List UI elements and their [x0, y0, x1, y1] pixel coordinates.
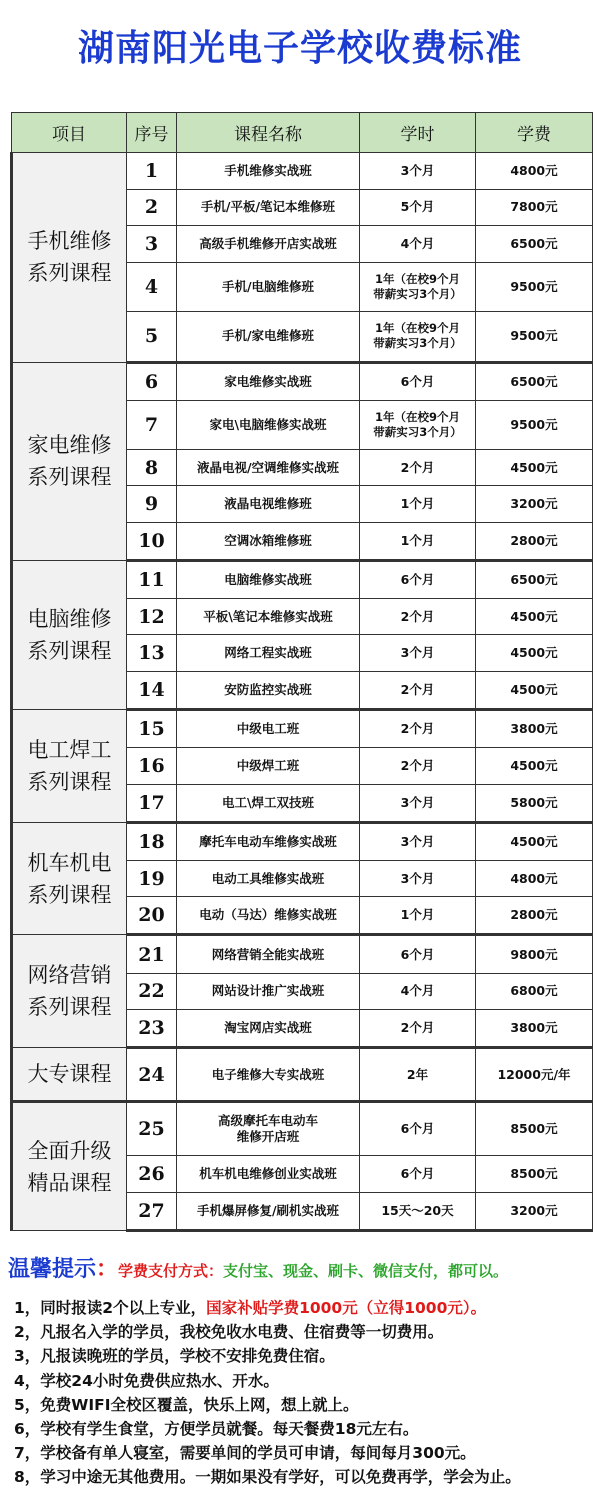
course-duration-text: 3个月	[400, 833, 435, 849]
course-name-text: 高级手机维修开店实战班	[199, 235, 337, 251]
course-name	[177, 1048, 360, 1102]
course-fee: 6500元	[476, 226, 593, 263]
course-fee: 4500元	[476, 449, 593, 486]
course-name	[177, 860, 360, 897]
category-label: 大专课程	[27, 1062, 112, 1087]
course-number: 12	[127, 598, 177, 635]
table-row	[12, 153, 593, 190]
course-duration-text: 6个月	[400, 1121, 435, 1137]
course-name	[177, 748, 360, 785]
fee-table	[10, 112, 593, 1232]
course-name	[177, 449, 360, 486]
course-fee: 9800元	[476, 935, 593, 973]
note-text: 1，同时报读2个以上专业，	[14, 1299, 207, 1317]
course-fee: 3800元	[476, 1010, 593, 1048]
course-name-text: 中级焊工班	[236, 757, 300, 773]
course-duration	[360, 449, 476, 486]
course-fee: 5800元	[476, 784, 593, 822]
course-number: 21	[127, 935, 177, 973]
note-item	[14, 1320, 598, 1344]
course-duration	[360, 598, 476, 635]
course-name-text: 平板\笔记本维修实战班	[203, 608, 333, 624]
header-duration: 学时	[360, 113, 476, 153]
course-duration-text: 15天～20天	[381, 1202, 454, 1218]
course-name	[177, 1156, 360, 1193]
course-fee: 12000元/年	[476, 1048, 593, 1102]
header-project: 项目	[12, 113, 127, 153]
course-name-text: 网络营销全能实战班	[211, 946, 325, 962]
category-cell	[12, 153, 127, 363]
course-duration-text: 2个月	[400, 459, 435, 475]
note-text: 4，学校24小时免费供应热水、开水。	[14, 1371, 279, 1390]
course-number: 2	[127, 189, 177, 226]
course-number: 4	[127, 262, 177, 311]
course-duration	[360, 1156, 476, 1193]
course-name	[177, 362, 360, 400]
course-number: 6	[127, 362, 177, 400]
course-fee: 2800元	[476, 522, 593, 560]
note-item	[14, 1393, 598, 1417]
course-fee: 2800元	[476, 897, 593, 935]
table-row	[12, 362, 593, 400]
payment-label: 学费支付方式：	[118, 1262, 224, 1280]
course-duration-text: 1年（在校9个月 带薪实习3个月）	[373, 271, 462, 301]
course-fee: 6800元	[476, 973, 593, 1010]
category-label: 电工焊工 系列课程	[27, 737, 112, 794]
course-number: 13	[127, 635, 177, 672]
course-duration	[360, 1102, 476, 1156]
course-number: 3	[127, 226, 177, 263]
course-name-text: 机车机电维修创业实战班	[199, 1165, 337, 1181]
course-duration	[360, 897, 476, 935]
course-duration-text: 2个月	[400, 721, 435, 737]
notes-list	[14, 1296, 598, 1490]
course-name	[177, 671, 360, 709]
header-course-name: 课程名称	[177, 113, 360, 153]
course-name-text: 手机/平板/笔记本维修班	[200, 199, 336, 215]
course-duration	[360, 362, 476, 400]
note-item	[14, 1441, 598, 1465]
course-name-text: 液晶电视维修班	[224, 496, 312, 512]
category-cell	[12, 935, 127, 1048]
category-cell	[12, 710, 127, 823]
course-duration	[360, 226, 476, 263]
course-duration-text: 1个月	[400, 496, 435, 512]
course-name-text: 网络工程实战班	[224, 645, 312, 661]
course-duration-text: 6个月	[400, 373, 435, 389]
course-fee: 9500元	[476, 311, 593, 362]
course-name	[177, 598, 360, 635]
table-body	[12, 153, 593, 1231]
course-number: 9	[127, 486, 177, 523]
course-name	[177, 189, 360, 226]
category-cell	[12, 362, 127, 560]
course-name-text: 手机/家电维修班	[221, 328, 315, 344]
category-cell	[12, 822, 127, 935]
category-label: 家电维修 系列课程	[27, 433, 112, 490]
tips-colon: ：	[96, 1257, 119, 1282]
page-title: 湖南阳光电子学校收费标准	[77, 28, 522, 69]
course-name-text: 电脑维修实战班	[224, 571, 312, 587]
course-name	[177, 560, 360, 598]
course-number: 20	[127, 897, 177, 935]
category-label: 手机维修 系列课程	[27, 229, 112, 286]
course-name	[177, 311, 360, 362]
course-name-text: 家电\电脑维修实战班	[209, 416, 327, 432]
category-label: 网络营销 系列课程	[27, 963, 112, 1020]
course-name	[177, 635, 360, 672]
course-name-text: 电动工具维修实战班	[211, 870, 325, 886]
course-fee: 4500元	[476, 671, 593, 709]
table-row	[12, 1102, 593, 1156]
course-name	[177, 784, 360, 822]
course-name	[177, 710, 360, 748]
course-number: 10	[127, 522, 177, 560]
course-name	[177, 897, 360, 935]
course-duration	[360, 1192, 476, 1230]
course-number: 25	[127, 1102, 177, 1156]
course-number: 14	[127, 671, 177, 709]
course-name-text: 家电维修实战班	[224, 373, 312, 389]
category-label: 电脑维修 系列课程	[27, 606, 112, 663]
course-duration	[360, 262, 476, 311]
course-name-text: 液晶电视/空调维修实战班	[196, 459, 340, 475]
category-label: 机车机电 系列课程	[27, 850, 112, 907]
course-fee: 8500元	[476, 1156, 593, 1193]
course-number: 26	[127, 1156, 177, 1193]
course-duration	[360, 822, 476, 860]
header-number: 序号	[127, 113, 177, 153]
course-duration-text: 6个月	[400, 946, 435, 962]
course-name-text: 电工\焊工双技班	[221, 794, 315, 810]
course-fee: 6500元	[476, 362, 593, 400]
course-name-text: 摩托车电动车维修实战班	[199, 833, 337, 849]
note-highlight: 国家补贴学费1000元（立得1000元）。	[206, 1299, 487, 1317]
course-name	[177, 1102, 360, 1156]
course-duration-text: 2个月	[400, 757, 435, 773]
course-duration-text: 3个月	[400, 162, 435, 178]
note-text: 8，学习中途无其他费用。一期如果没有学好，可以免费再学，学会为止。	[14, 1468, 521, 1487]
course-name	[177, 822, 360, 860]
table-row	[12, 710, 593, 748]
course-duration-text: 2年	[406, 1066, 429, 1082]
course-duration-text: 6个月	[400, 1165, 435, 1181]
note-text: 6，学校有学生食堂，方便学员就餐。每天餐费18元左右。	[14, 1419, 419, 1438]
course-name-text: 手机维修实战班	[224, 162, 312, 178]
header-fee: 学费	[476, 113, 593, 153]
course-name	[177, 153, 360, 190]
course-number: 5	[127, 311, 177, 362]
course-name-text: 高级摩托车电动车 维修开店班	[217, 1113, 318, 1145]
course-fee: 6500元	[476, 560, 593, 598]
course-number: 17	[127, 784, 177, 822]
note-text: 2，凡报名入学的学员，我校免收水电费、住宿费等一切费用。	[14, 1323, 444, 1342]
course-name-text: 安防监控实战班	[224, 682, 312, 698]
course-duration	[360, 522, 476, 560]
course-name	[177, 226, 360, 263]
note-text: 3，凡报读晚班的学员，学校不安排免费住宿。	[14, 1347, 335, 1366]
course-duration-text: 4个月	[400, 235, 435, 251]
course-fee: 9500元	[476, 400, 593, 449]
course-duration	[360, 635, 476, 672]
tips-line	[8, 1252, 598, 1283]
course-duration	[360, 1048, 476, 1102]
course-fee: 8500元	[476, 1102, 593, 1156]
course-number: 23	[127, 1010, 177, 1048]
course-number: 15	[127, 710, 177, 748]
course-name-text: 中级电工班	[236, 721, 300, 737]
course-fee: 4500元	[476, 748, 593, 785]
category-cell	[12, 560, 127, 709]
course-number: 8	[127, 449, 177, 486]
course-name-text: 淘宝网店实战班	[224, 1020, 312, 1036]
course-name-text: 手机爆屏修复/刷机实战班	[196, 1202, 340, 1218]
course-number: 7	[127, 400, 177, 449]
note-item	[14, 1344, 598, 1368]
course-fee: 4500元	[476, 635, 593, 672]
note-text: 5，免费WIFI全校区覆盖，快乐上网，想上就上。	[14, 1395, 359, 1414]
course-duration	[360, 189, 476, 226]
course-number: 18	[127, 822, 177, 860]
course-number: 1	[127, 153, 177, 190]
course-duration	[360, 1010, 476, 1048]
course-duration-text: 1个月	[400, 532, 435, 548]
course-name	[177, 973, 360, 1010]
course-duration	[360, 560, 476, 598]
table-row	[12, 822, 593, 860]
course-duration	[360, 486, 476, 523]
course-name	[177, 400, 360, 449]
course-name	[177, 486, 360, 523]
course-fee: 4800元	[476, 860, 593, 897]
course-fee: 9500元	[476, 262, 593, 311]
course-duration	[360, 400, 476, 449]
course-duration-text: 4个月	[400, 983, 435, 999]
course-duration	[360, 973, 476, 1010]
course-number: 22	[127, 973, 177, 1010]
course-fee: 4800元	[476, 153, 593, 190]
course-name	[177, 935, 360, 973]
course-duration	[360, 153, 476, 190]
course-name	[177, 262, 360, 311]
note-item	[14, 1465, 598, 1489]
course-duration	[360, 935, 476, 973]
payment-methods: 支付宝、现金、刷卡、微信支付，都可以。	[223, 1262, 509, 1280]
course-duration-text: 3个月	[400, 645, 435, 661]
course-name-text: 空调冰箱维修班	[224, 532, 312, 548]
course-duration	[360, 671, 476, 709]
course-name	[177, 1010, 360, 1048]
course-number: 24	[127, 1048, 177, 1102]
table-row	[12, 1048, 593, 1102]
table-row	[12, 935, 593, 973]
category-label: 全面升级 精品课程	[27, 1138, 112, 1195]
note-item	[14, 1369, 598, 1393]
course-number: 19	[127, 860, 177, 897]
course-duration	[360, 748, 476, 785]
course-duration	[360, 710, 476, 748]
table-row	[12, 560, 593, 598]
course-fee: 3800元	[476, 710, 593, 748]
course-duration-text: 6个月	[400, 571, 435, 587]
course-duration	[360, 311, 476, 362]
course-duration-text: 1年（在校9个月 带薪实习3个月）	[373, 409, 462, 439]
course-name	[177, 1192, 360, 1230]
course-duration	[360, 784, 476, 822]
course-duration	[360, 860, 476, 897]
course-number: 27	[127, 1192, 177, 1230]
course-number: 16	[127, 748, 177, 785]
course-fee: 4500元	[476, 822, 593, 860]
course-fee: 3200元	[476, 486, 593, 523]
course-duration-text: 2个月	[400, 682, 435, 698]
course-duration-text: 3个月	[400, 794, 435, 810]
course-duration-text: 2个月	[400, 608, 435, 624]
course-name	[177, 522, 360, 560]
tips-label: 温馨提示	[8, 1257, 97, 1282]
course-duration-text: 1年（在校9个月 带薪实习3个月）	[373, 321, 462, 351]
note-item	[14, 1296, 598, 1320]
course-name-text: 电动（马达）维修实战班	[199, 907, 337, 923]
course-fee: 7800元	[476, 189, 593, 226]
course-fee: 4500元	[476, 598, 593, 635]
course-fee: 3200元	[476, 1192, 593, 1230]
course-duration-text: 1个月	[400, 907, 435, 923]
course-duration-text: 2个月	[400, 1020, 435, 1036]
note-text: 7，学校备有单人寝室，需要单间的学员可申请，每间每月300元。	[14, 1444, 476, 1463]
course-name-text: 手机/电脑维修班	[221, 278, 315, 294]
course-name-text: 网站设计推广实战班	[211, 983, 325, 999]
course-number: 11	[127, 560, 177, 598]
course-duration-text: 3个月	[400, 870, 435, 886]
category-cell	[12, 1048, 127, 1102]
table-header-row	[12, 113, 593, 153]
note-item	[14, 1417, 598, 1441]
category-cell	[12, 1102, 127, 1231]
course-duration-text: 5个月	[400, 199, 435, 215]
course-name-text: 电子维修大专实战班	[211, 1066, 325, 1082]
